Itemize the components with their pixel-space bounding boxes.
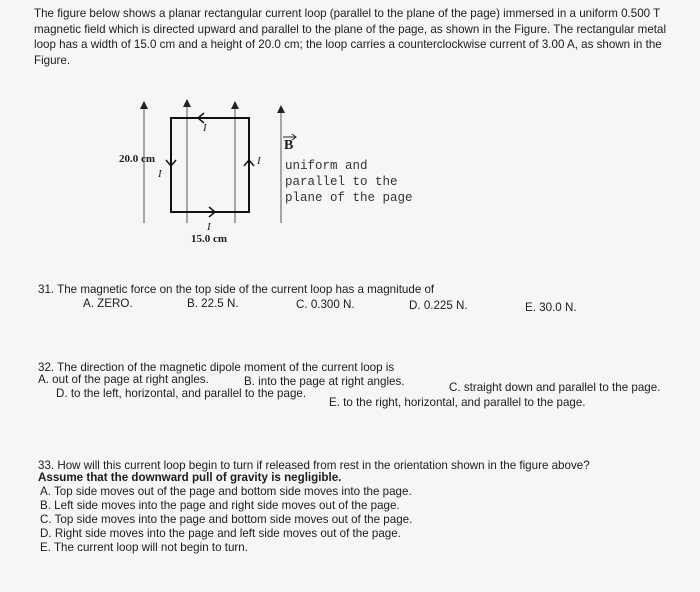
q32-option-e: E. to the right, horizontal, and parallel to the page. bbox=[329, 396, 586, 409]
q32-option-c: C. straight down and parallel to the page. bbox=[449, 381, 661, 394]
intro-paragraph bbox=[34, 6, 694, 68]
q32-option-a: A. out of the page at right angles. bbox=[38, 373, 209, 386]
q33-option-a: A. Top side moves out of the page and bottom side moves into the page. bbox=[40, 485, 412, 498]
q31-stem: 31. The magnetic force on the top side of the current loop has a magnitude of bbox=[38, 283, 435, 296]
field-arrow-head bbox=[277, 105, 285, 113]
current-arrows bbox=[166, 113, 254, 217]
q33-option-e: E. The current loop will not begin to turn. bbox=[40, 541, 248, 554]
field-vector-symbol bbox=[282, 133, 298, 155]
q33-option-b: B. Left side moves into the page and right side moves out of the page. bbox=[40, 499, 400, 512]
current-label-top: I bbox=[203, 122, 207, 134]
q31-option-c: C. 0.300 N. bbox=[296, 298, 355, 311]
width-label: 15.0 cm bbox=[191, 233, 228, 245]
current-loop-figure bbox=[100, 95, 440, 250]
field-desc-line: plane of the page bbox=[285, 191, 413, 205]
q31-option-a: A. ZERO. bbox=[83, 297, 133, 310]
q33-note: Assume that the downward pull of gravity is negligible. bbox=[38, 471, 342, 484]
q33-option-d: D. Right side moves into the page and left side moves out of the page. bbox=[40, 527, 401, 540]
intro-line: The figure below shows a planar rectangular current loop (parallel to the plane of the page) immersed in a uniform 0.500 T bbox=[34, 7, 661, 20]
q32-stem: 32. The direction of the magnetic dipole moment of the current loop is bbox=[38, 361, 395, 374]
q31-option-b: B. 22.5 N. bbox=[187, 297, 239, 310]
q33-option-c: C. Top side moves into the page and bottom side moves out of the page. bbox=[40, 513, 413, 526]
field-arrow-head bbox=[183, 99, 191, 107]
field-arrow-head bbox=[140, 101, 148, 109]
q31-option-d: D. 0.225 N. bbox=[409, 299, 468, 312]
field-arrow-head bbox=[231, 101, 239, 109]
current-label-bottom: I bbox=[207, 221, 211, 233]
current-label-left: I bbox=[158, 168, 162, 180]
current-label-right: I bbox=[257, 155, 261, 167]
field-desc-line: uniform and bbox=[285, 159, 368, 173]
height-label: 20.0 cm bbox=[119, 153, 156, 165]
q33-stem: 33. How will this current loop begin to turn if released from rest in the orientation shown in the figure above? bbox=[38, 459, 590, 472]
q31-option-e: E. 30.0 N. bbox=[525, 301, 577, 314]
field-symbol: B bbox=[284, 138, 294, 153]
intro-line: loop has a width of 15.0 cm and a height of 20.0 cm; the loop carries a counterclockwise current of 3.00 A, as shown in the bbox=[34, 38, 662, 51]
field-desc-line: parallel to the bbox=[285, 175, 398, 189]
intro-line: Figure. bbox=[34, 53, 71, 67]
figure-drawing bbox=[100, 95, 440, 250]
q32-option-d: D. to the left, horizontal, and parallel to the page. bbox=[56, 387, 307, 400]
intro-line: magnetic field which is directed upward and parallel to the plane of the page, as shown in the Figure. The rectangular metal bbox=[34, 22, 667, 36]
current-loop bbox=[171, 118, 249, 212]
q32-option-b: B. into the page at right angles. bbox=[244, 375, 405, 388]
